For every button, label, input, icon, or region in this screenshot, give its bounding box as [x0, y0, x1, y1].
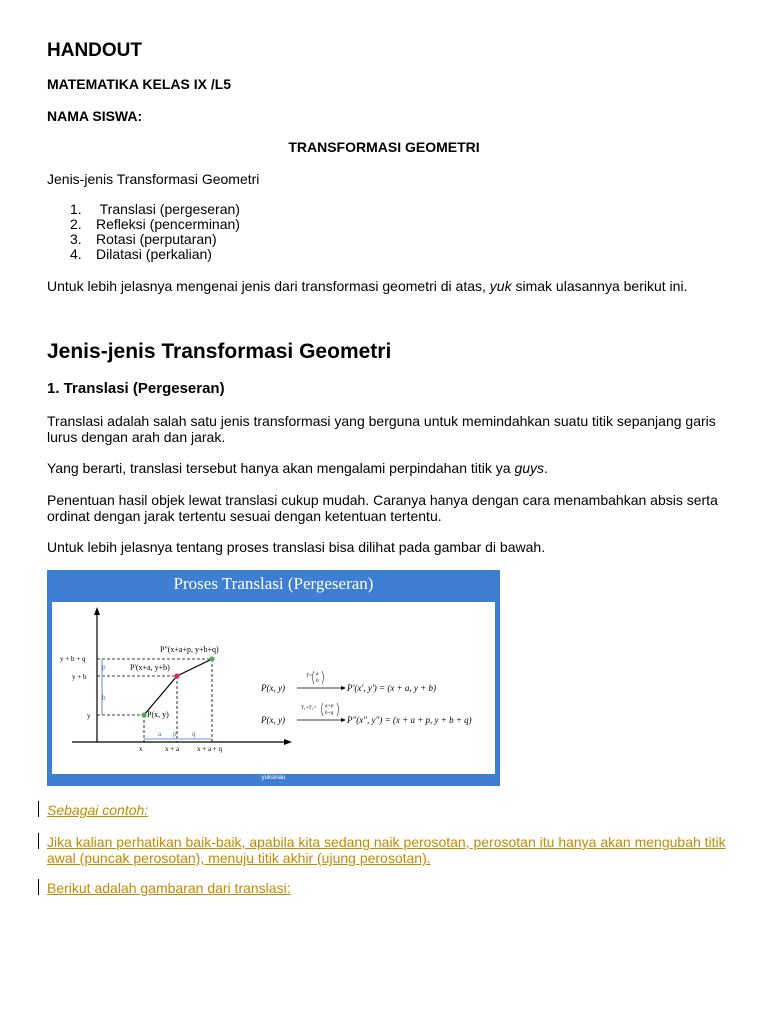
transformation-list	[70, 202, 240, 262]
paragraph-text: Yang berarti, translasi tersebut hanya akan mengalami perpindahan titik ya	[47, 460, 515, 476]
list-item	[70, 247, 240, 262]
point-label: P(x, y)	[147, 710, 169, 719]
point-label: P"(x+a+p, y+b+q)	[160, 645, 219, 654]
list-number: 4.	[70, 246, 82, 262]
translation-diagram	[52, 602, 495, 774]
segment-label: b	[102, 694, 106, 702]
example-text-link[interactable]: Jika kalian perhatikan baik-baik, apabila kita sedang naik perosotan, perosotan itu hanya akan mengubah titik awal (puncak perosotan), menuju titik akhir (ujung perosotan).	[47, 834, 726, 866]
paragraph-italic: yuk	[489, 278, 512, 294]
section-heading: Jenis-jenis Transformasi Geometri	[47, 340, 392, 363]
x-axis-arrow	[284, 739, 292, 745]
list-item	[70, 202, 240, 217]
formula-left: P(x, y)	[261, 683, 285, 693]
x-tick-label: x + a + q	[197, 745, 223, 753]
meaning-paragraph	[47, 460, 727, 476]
list-text: Translasi (pergeseran)	[96, 201, 240, 217]
y-axis-arrow	[94, 607, 100, 615]
document-title: TRANSFORMASI GEOMETRI	[288, 139, 480, 155]
paragraph-text: Untuk lebih jelasnya mengenai jenis dari transformasi geometri di atas,	[47, 278, 490, 294]
point-p-prime	[175, 674, 180, 679]
figure-intro-paragraph: Untuk lebih jelasnya tentang proses translasi bisa dilihat pada gambar di bawah.	[47, 539, 546, 555]
figure-title: Proses Translasi (Pergeseran)	[173, 574, 374, 593]
x-tick-label: x + a	[165, 745, 180, 753]
formula-operator: T₂∘T₁=	[301, 706, 317, 711]
subsection-heading: 1. Translasi (Pergeseran)	[47, 380, 225, 397]
list-text: Dilatasi (perkalian)	[96, 246, 212, 262]
list-number: 2.	[70, 216, 82, 232]
formula-vector-bottom: b	[316, 679, 319, 684]
list-item	[70, 217, 240, 232]
list-number: 1.	[70, 201, 82, 217]
y-tick-label: y + b	[72, 673, 87, 681]
segment-label: p	[102, 663, 106, 671]
formula-vector-bottom: b+q	[325, 711, 334, 716]
list-text: Rotasi (perputaran)	[96, 231, 217, 247]
formula-vector-top: a+p	[325, 704, 334, 709]
figure-footer-logo: yuksinau	[261, 775, 286, 781]
formula-vector-top: a	[316, 672, 319, 677]
figure-panel	[52, 602, 495, 774]
formula-right: P"(x", y") = (x + a + p, y + b + q)	[347, 715, 472, 725]
example-heading-link[interactable]: Sebagai contoh:	[47, 802, 149, 818]
point-p-double-prime	[210, 657, 215, 662]
segment-label: a	[158, 730, 162, 738]
translation-figure	[47, 570, 500, 786]
comment-bar	[38, 801, 39, 817]
segment-label: p	[173, 730, 177, 738]
definition-paragraph: Translasi adalah salah satu jenis transformasi yang berguna untuk memindahkan suatu titik sepanjang garis lurus dengan arah dan jarak.	[47, 413, 716, 445]
method-paragraph: Penentuan hasil objek lewat translasi cukup mudah. Caranya hanya dengan cara menambahkan absis serta ordinat dengan jarak tertentu sesuai dengan ketentuan tertentu.	[47, 492, 718, 524]
x-tick-label: x	[139, 745, 143, 753]
list-number: 3.	[70, 231, 82, 247]
comment-bar	[38, 879, 39, 895]
class-label: MATEMATIKA KELAS IX /L5	[47, 76, 232, 92]
list-text: Refleksi (pencerminan)	[96, 216, 240, 232]
handout-title: HANDOUT	[47, 40, 142, 61]
student-name-label: NAMA SISWA:	[47, 108, 143, 124]
paragraph-text: simak ulasannya berikut ini.	[511, 278, 688, 294]
intro-text: Jenis-jenis Transformasi Geometri	[47, 171, 260, 187]
y-tick-label: y	[87, 712, 91, 720]
formula-left: P(x, y)	[261, 715, 285, 725]
list-item	[70, 232, 240, 247]
paragraph-italic: guys	[514, 460, 545, 476]
formula-operator: T=	[306, 674, 313, 679]
example-picture-link[interactable]: Berikut adalah gambaran dari translasi:	[47, 880, 291, 896]
formula-translation	[260, 671, 436, 693]
comment-bar	[38, 833, 39, 849]
formula-composition	[260, 703, 472, 725]
formula-right: P'(x', y') = (x + a, y + b)	[347, 683, 436, 693]
point-p	[142, 713, 147, 718]
segment-label: q	[192, 730, 196, 738]
paragraph-text: .	[544, 460, 548, 476]
y-tick-label: y + b + q	[60, 655, 86, 663]
point-label: P'(x+a, y+b)	[130, 663, 170, 672]
intro-paragraph	[47, 278, 727, 294]
